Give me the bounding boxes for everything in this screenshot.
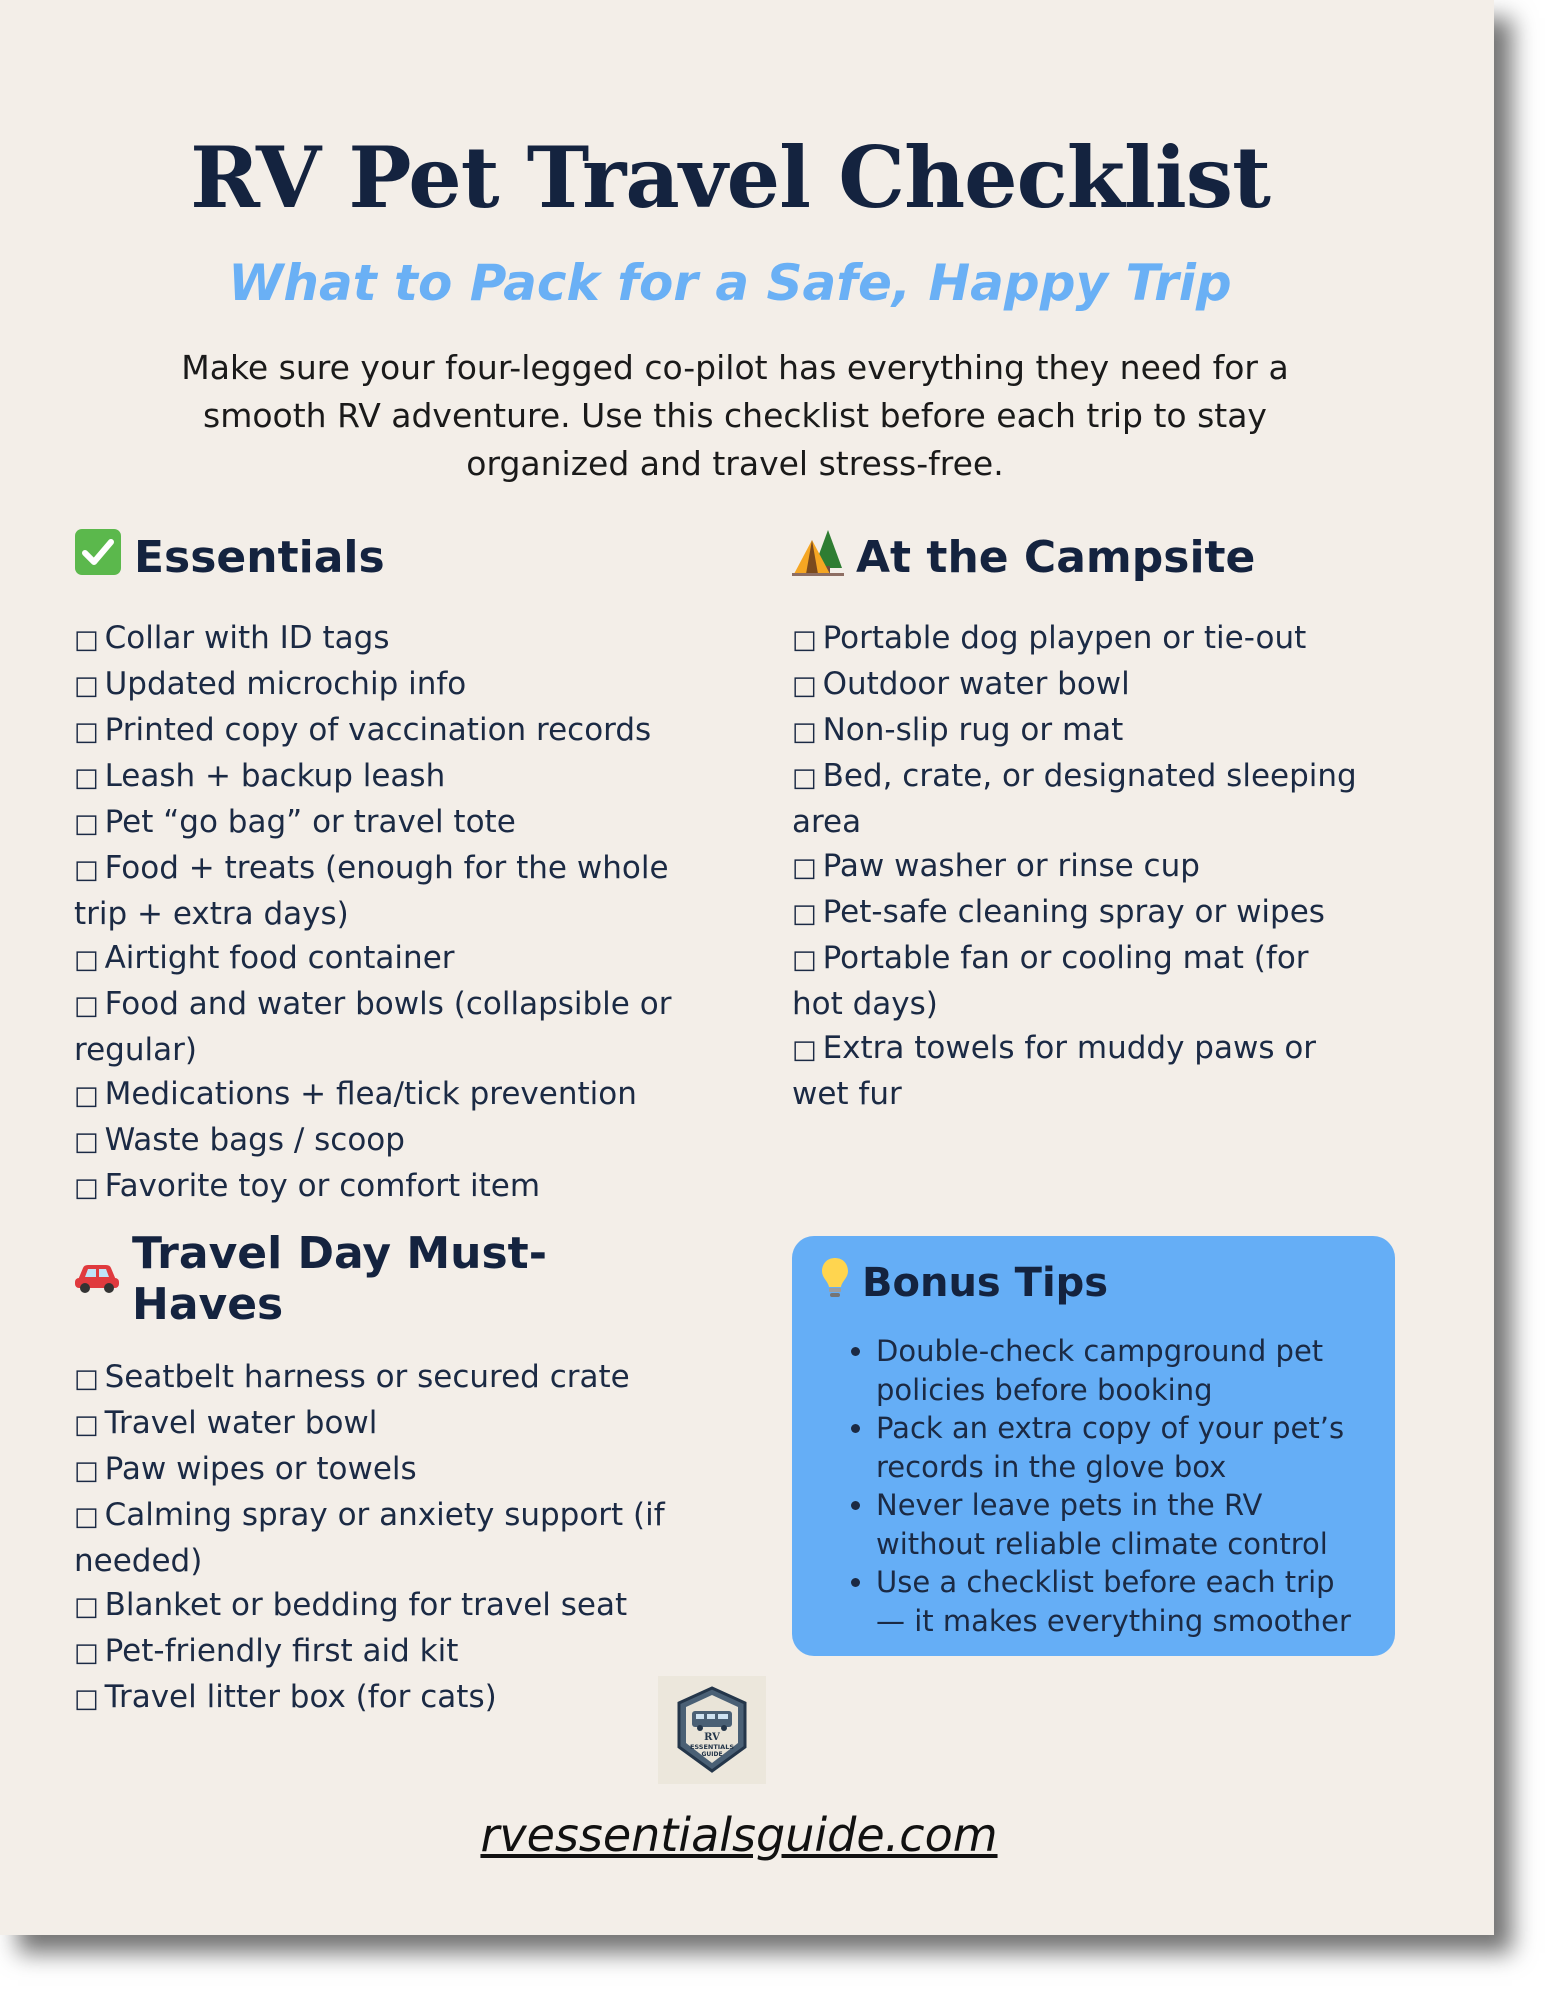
list-item: □ Extra towels for muddy paws or wet fur [792,1026,1362,1116]
camping-tent-icon [792,528,844,587]
list-item: □ Airtight food container [74,936,684,982]
list-item: • Never leave pets in the RV without reliable climate control [876,1486,1367,1563]
campsite-heading-row [792,528,1362,587]
list-item: □ Collar with ID tags [74,616,684,662]
travel-day-heading: Travel Day Must-Haves [132,1228,547,1330]
list-item: □ Food and water bowls (collapsible or regular) [74,982,684,1072]
travel-day-list [74,1355,684,1721]
list-item: □ Favorite toy or comfort item [74,1164,684,1210]
list-item: □ Paw wipes or towels [74,1447,684,1493]
list-item: □ Seatbelt harness or secured crate [74,1355,684,1401]
list-item: • Use a checklist before each trip — it makes everything smoother [876,1563,1367,1640]
shield-logo-icon [674,1685,750,1775]
essentials-heading-row [74,528,684,587]
list-item: □ Calming spray or anxiety support (if needed) [74,1493,684,1583]
list-item: □ Waste bags / scoop [74,1118,684,1164]
list-item: □ Travel water bowl [74,1401,684,1447]
list-item: □ Travel litter box (for cats) [74,1675,684,1721]
list-item: □ Outdoor water bowl [792,662,1362,708]
list-item: • Double-check campground pet policies before booking [876,1332,1367,1409]
travel-day-section [74,1228,684,1721]
bonus-tips-list [820,1332,1367,1640]
website-link[interactable]: rvessentialsguide.com [480,1808,998,1862]
logo-line-2: ESSENTIALS [689,1743,735,1751]
check-mark-icon [74,528,122,587]
light-bulb-icon [820,1256,850,1310]
list-item: □ Pet-friendly first aid kit [74,1629,684,1675]
list-item: □ Updated microchip info [74,662,684,708]
list-item: □ Pet “go bag” or travel tote [74,800,684,846]
list-item: □ Blanket or bedding for travel seat [74,1583,684,1629]
bonus-tips-heading: Bonus Tips [862,1260,1109,1306]
bonus-tips-heading-row [820,1256,1367,1310]
list-item: □ Food + treats (enough for the whole trip + extra days) [74,846,684,936]
list-item: • Pack an extra copy of your pet’s records in the glove box [876,1409,1367,1486]
list-item: □ Bed, crate, or designated sleeping area [792,754,1362,844]
essentials-list [74,616,684,1210]
logo-line-3: GUIDE [701,1751,723,1758]
campsite-section [792,528,1362,1116]
rv-essentials-logo [658,1676,766,1784]
list-item: □ Portable fan or cooling mat (for hot days) [792,936,1362,1026]
campsite-list [792,616,1362,1116]
list-item: □ Pet-safe cleaning spray or wipes [792,890,1362,936]
intro-paragraph: Make sure your four-legged co-pilot has everything they need for a smooth RV adventure. Use this checklist before each trip to stay organized and travel stress-free. [181,348,1289,483]
campsite-heading: At the Campsite [856,532,1256,583]
list-item: □ Medications + flea/tick prevention [74,1072,684,1118]
logo-line-1: RV [704,1732,720,1743]
page-title: RV Pet Travel Checklist [190,128,1270,227]
bonus-tips-box [792,1236,1395,1656]
list-item: □ Portable dog playpen or tie-out [792,616,1362,662]
list-item: □ Paw washer or rinse cup [792,844,1362,890]
essentials-section [74,528,684,1210]
essentials-heading: Essentials [134,532,385,583]
list-item: □ Non-slip rug or mat [792,708,1362,754]
page-subtitle: What to Pack for a Safe, Happy Trip [228,254,1232,312]
car-icon [74,1254,120,1305]
list-item: □ Printed copy of vaccination records [74,708,684,754]
list-item: □ Leash + backup leash [74,754,684,800]
travel-day-heading-row [74,1228,684,1330]
